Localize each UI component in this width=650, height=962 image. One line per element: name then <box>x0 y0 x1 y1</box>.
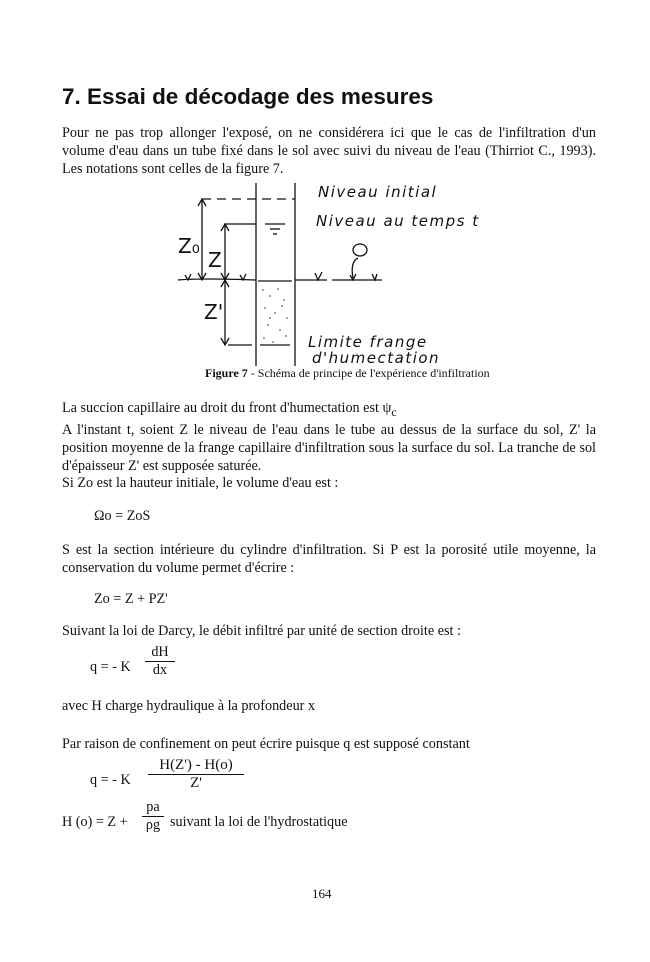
eq3-fraction <box>145 644 175 679</box>
paragraph-zo: Si Zo est la hauteur initiale, le volume d'eau est : <box>62 475 339 491</box>
humectation-label: d'humectation <box>312 349 441 367</box>
paragraph-instant: A l'instant t, soient Z le niveau de l'eau dans le tube au dessus de la surface du sol, Z' la position moyenne de la frange capillaire d'infiltration sous la surface du sol. La tranche de sol d'épaisseur Z' est supposée saturée. <box>62 422 596 474</box>
figure-caption <box>205 366 490 381</box>
caption-bold: Figure 7 <box>205 366 248 380</box>
eq4-lhs: q = - K <box>90 772 131 788</box>
niveau-initial-label: Niveau initial <box>318 183 438 201</box>
niveau-temps-t-label: Niveau au temps t <box>316 212 480 230</box>
paragraph-succion <box>62 400 397 420</box>
eq3-denominator: dx <box>152 662 168 678</box>
equation-omega: Ωo = ZoS <box>94 508 151 524</box>
paragraph-section: S est la section intérieure du cylindre d'infiltration. Si P est la porosité utile moyenne, la conservation du volume permet d'écrire : <box>62 542 596 576</box>
eq5-numerator: pa <box>142 799 164 817</box>
intro-paragraph: Pour ne pas trop allonger l'exposé, on ne considérera ici que le cas de l'infiltration d'un volume d'eau dans un tube fixé dans le sol avec suivi du niveau de l'eau (Thirriot C., 1993). Les notations sont celles de la figure 7. <box>62 125 596 177</box>
eq4-numerator: H(Z') - H(o) <box>148 757 244 775</box>
eq4-denominator: Z' <box>190 775 202 791</box>
page-number: 164 <box>312 886 332 901</box>
paragraph-darcy: Suivant la loi de Darcy, le débit infiltré par unité de section droite est : <box>62 623 461 639</box>
z-label: Z <box>208 248 222 272</box>
eq3-lhs: q = - K <box>90 659 131 675</box>
eq4-fraction <box>148 757 244 792</box>
eq5-rhs: suivant la loi de l'hydrostatique <box>170 814 348 830</box>
z-prime-label: Z' <box>204 300 224 324</box>
p1-text: La succion capillaire au droit du front d'humectation est ψ <box>62 400 392 416</box>
eq3-numerator: dH <box>145 644 175 662</box>
eq5-denominator: ρg <box>145 817 161 833</box>
caption-text: - Schéma de principe de l'expérience d'infiltration <box>247 366 490 380</box>
paragraph-charge: avec H charge hydraulique à la profondeur x <box>62 698 316 714</box>
eq5-lhs: H (o) = Z + <box>62 814 128 830</box>
paragraph-confinement: Par raison de confinement on peut écrire puisque q est supposé constant <box>62 736 470 752</box>
z0-label: Z₀ <box>178 234 200 258</box>
equation-conservation: Zo = Z + PZ' <box>94 591 168 607</box>
section-title: 7. Essai de décodage des mesures <box>62 84 434 109</box>
p1-subscript: c <box>391 404 397 419</box>
limite-frange-label: Limite frange <box>308 333 428 351</box>
eq5-fraction <box>142 799 164 834</box>
